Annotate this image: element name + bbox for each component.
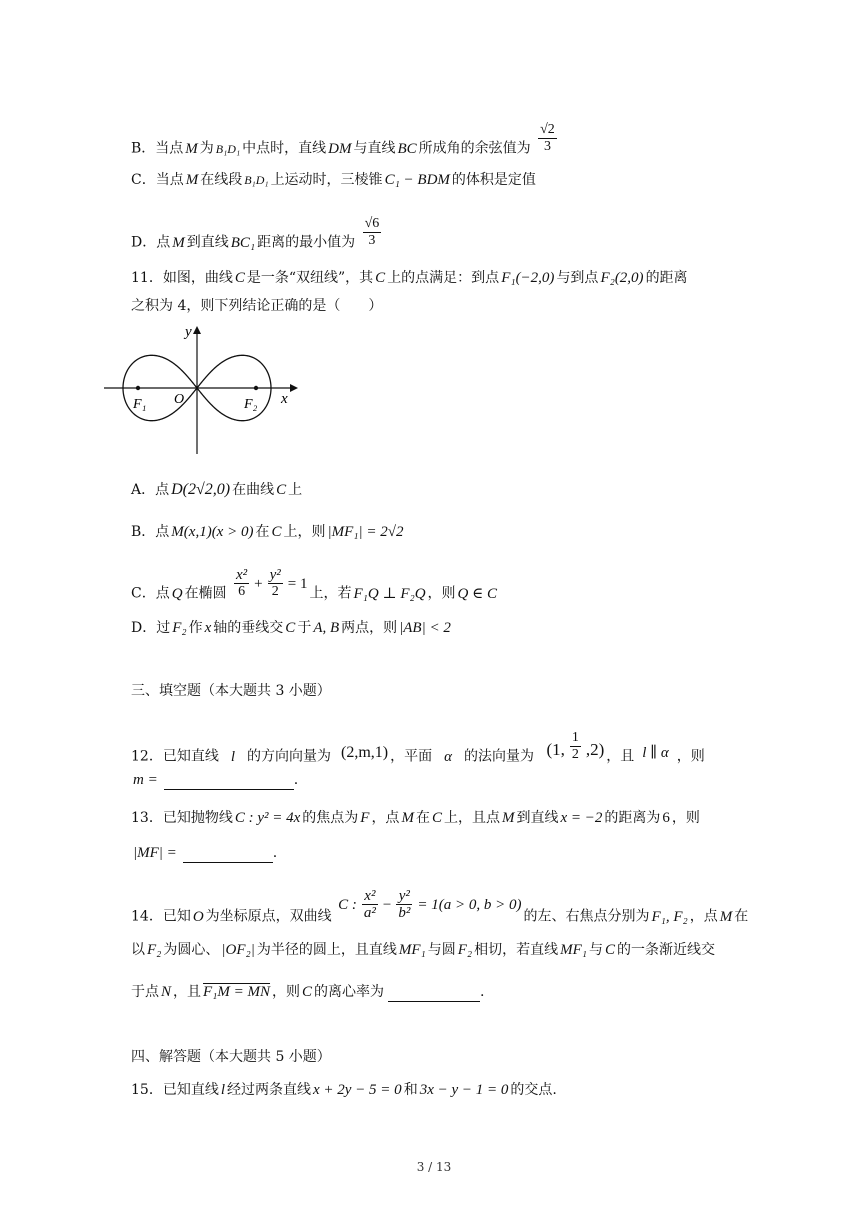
q13-line-1: 13．已知抛物线 C : y² = 4x 的焦点为 F ，点 M 在 C 上，且点 M 到直线 x = −2 的距离为 6 ，则 xyxy=(131,810,700,826)
section-3-heading: 三、填空题（本大题共 3 小题） xyxy=(131,683,331,699)
x-axis-label: x xyxy=(281,391,288,407)
q14-line-3: 于点 N ，且 F₁M = MN ，则 C 的离心率为 . xyxy=(131,984,485,1000)
q11-option-c: C．点 Q 在椭圆 $\frac{\text{x²}}{6}$ + $\frac{\text{y²}}{2}$ = 1上，若 F₁Q ⊥ F₂Q ，则 Q ∈ C xyxy=(131,567,497,602)
lemniscate-figure xyxy=(100,322,300,457)
q10-option-d: D．点 M 到直线 BC₁ 距离的最小值为 $\frac{√6}{3}$ xyxy=(131,216,380,251)
page-number: 3 / 13 xyxy=(416,1160,452,1174)
q15-line-1: 15．已知直线 l 经过两条直线 x + 2y − 5 = 0 和 3x − y − 1 = 0 的交点. xyxy=(131,1082,557,1098)
focus-f1-point xyxy=(136,386,140,390)
q12-answer-blank[interactable] xyxy=(164,775,294,790)
focus-f2-point xyxy=(254,386,258,390)
q10b-fraction: $\frac{√2}{3}$ xyxy=(540,122,555,154)
q10d-fraction: $\frac{√6}{3}$ xyxy=(364,216,380,248)
q12-line-2: m = . xyxy=(133,772,299,788)
q11-option-a: A．点 D(2√2,0) 在曲线 C 上 xyxy=(131,481,303,498)
q14-line-1: 14．已知 O 为坐标原点，双曲线 C : $\frac{\text{x²}}{\text{a²}}$ − $\frac{\text{y²}}{\text{b²}}$ = 1(a > 0, b > 0)的左、右焦点分别为 F₁, F₂ ，点 M 在 xyxy=(131,888,749,925)
q14-answer-blank[interactable] xyxy=(388,987,480,1002)
x-axis-arrow xyxy=(290,384,298,392)
y-axis-label: y xyxy=(185,324,192,340)
q14-line-2: 以 F₂ 为圆心、 |OF₂| 为半径的圆上，且直线 MF₁ 与圆 F₂ 相切，若直线 MF₁ 与 C 的一条渐近线交 xyxy=(131,942,716,958)
f2-label: F₂ xyxy=(244,397,258,412)
f1-label: F₁ xyxy=(133,397,147,412)
q11-option-b: B．点 M(x,1)(x > 0) 在 C 上，则 |MF₁| = 2√2 xyxy=(131,524,404,540)
y-axis-arrow xyxy=(193,326,201,334)
q11-line-2: 之积为 4，则下列结论正确的是（ ） xyxy=(131,298,383,314)
q10-option-c: C．当点 M 在线段 B₁D₁ 上运动时，三棱锥 C₁ − BDM 的体积是定值 xyxy=(131,172,536,188)
q10-option-b: B．当点 M 为 B₁D₁ 中点时，直线 DM 与直线 BC 所成角的余弦值为 $\frac{√2}{3}$ xyxy=(131,122,555,157)
origin-label: O xyxy=(174,392,185,407)
q11-option-d: D．过 F₂ 作 x 轴的垂线交 C 于 A, B 两点，则 |AB| < 2 xyxy=(131,620,451,636)
q12-line-1: 12．已知直线 l 的方向向量为 (2,m,1) ，平面 α 的法向量为 (1, $\frac{1}{2}$ ,2) ，且 l ∥ α ，则 xyxy=(131,730,705,765)
q11-line-1: 11．如图，曲线 C 是一条“双纽线”，其 C 上的点满足：到点 F₁(−2,0) 与到点 F₂(2,0) 的距离 xyxy=(131,270,688,286)
q13-answer-blank[interactable] xyxy=(183,848,273,863)
section-4-heading: 四、解答题（本大题共 5 小题） xyxy=(131,1049,331,1065)
q13-line-2: |MF| = . xyxy=(133,845,278,861)
